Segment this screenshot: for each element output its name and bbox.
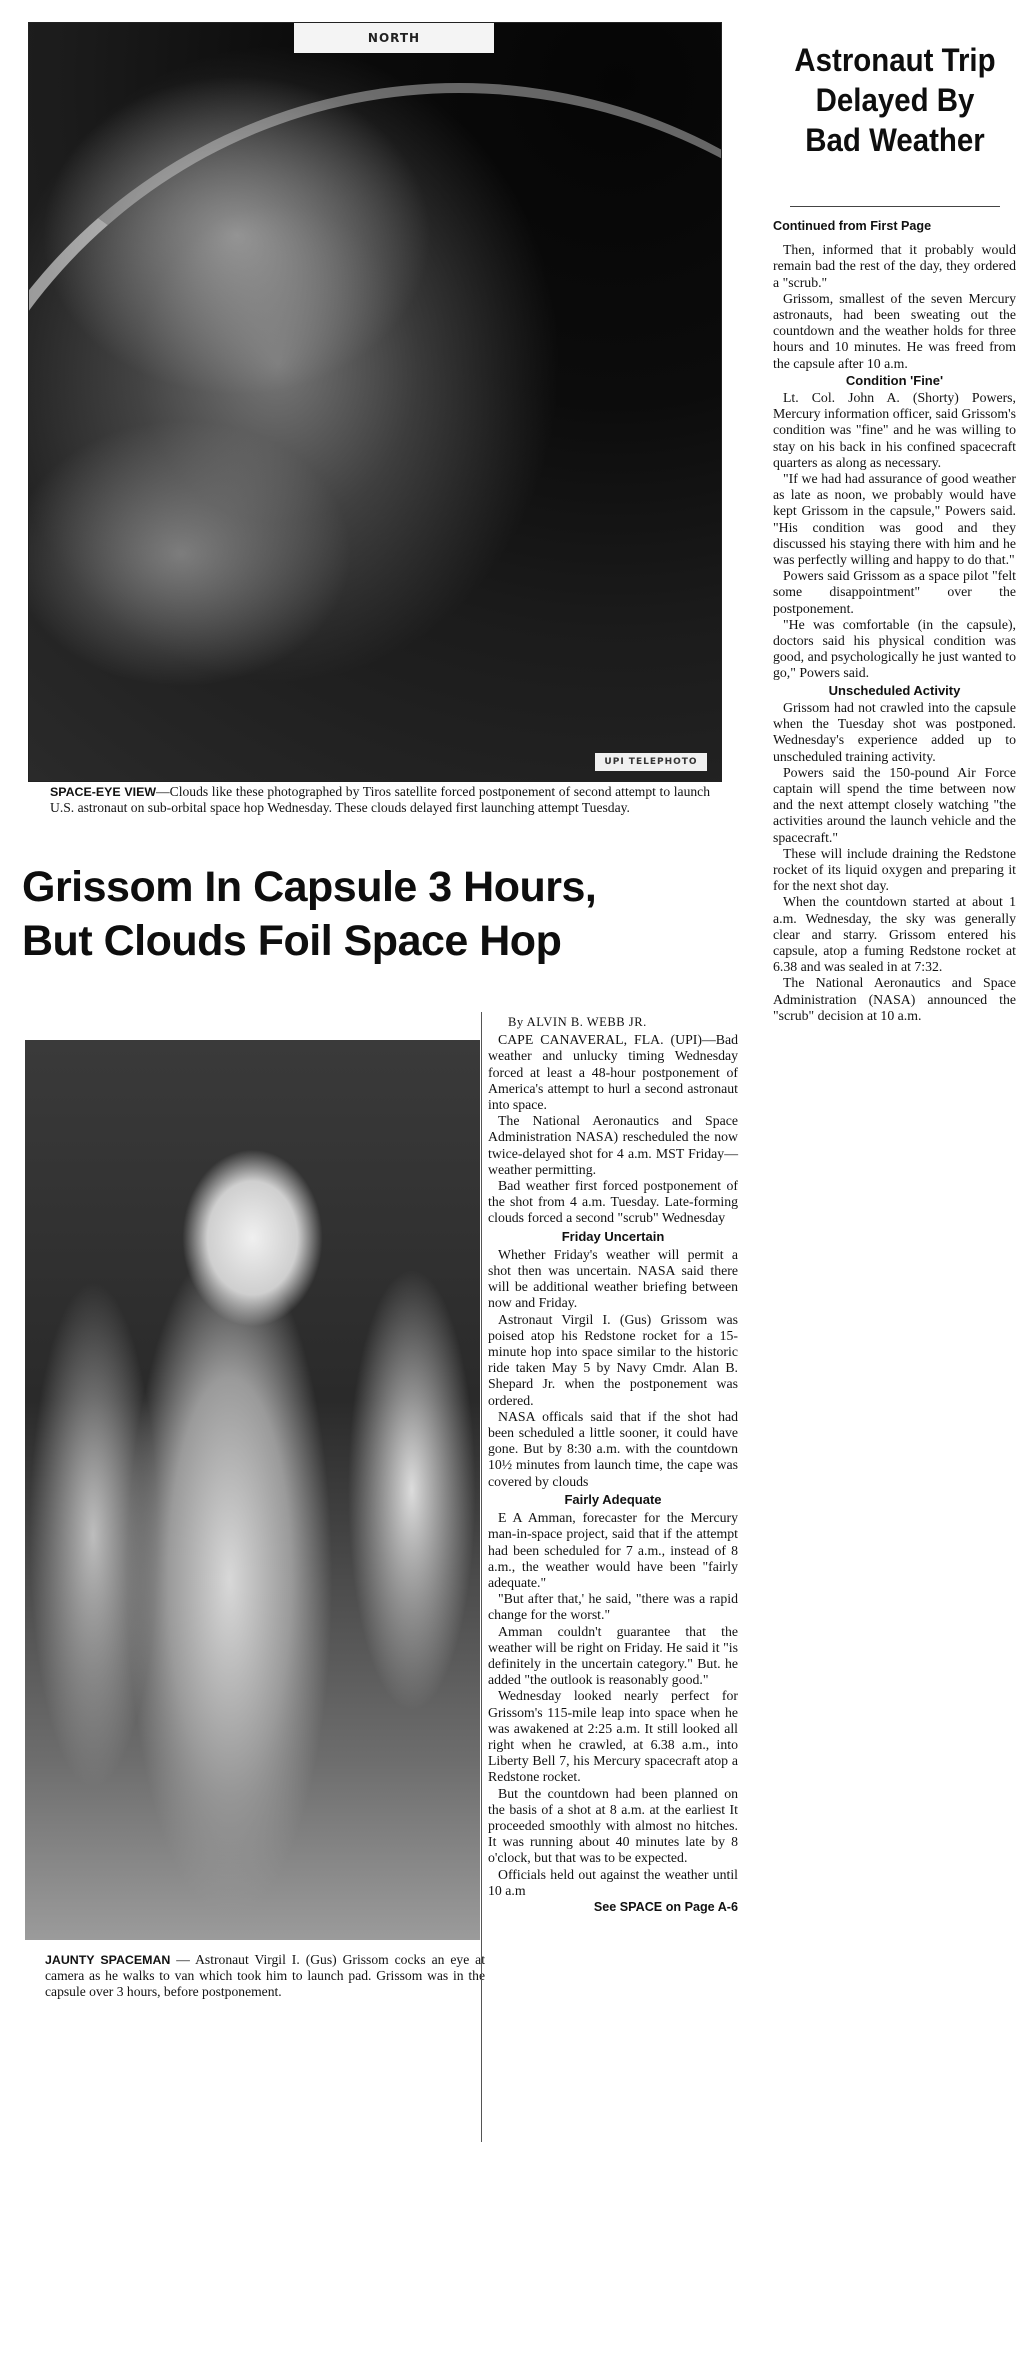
- article-paragraph: "But after that,' he said, "there was a rapid change for the worst.": [488, 1591, 738, 1623]
- subhead-fairly-adequate: Fairly Adequate: [564, 1491, 662, 1507]
- article-paragraph: CAPE CANAVERAL, FLA. (UPI)—Bad weather and unlucky timing Wednesday forced at least a 48-hour postponement of America's attempt to hurl a second astronaut into space.: [488, 1032, 738, 1113]
- article-paragraph: NASA officals said that if the shot had been scheduled a little sooner, it could have gone. But by 8:30 a.m. with the countdown 10½ minutes from launch time, the cape was covered by clouds: [488, 1408, 738, 1489]
- subhead-unscheduled-activity: Unscheduled Activity: [828, 682, 961, 698]
- sidebar-headline-line-2: Delayed By: [815, 82, 975, 118]
- sidebar-headline: [780, 40, 1010, 160]
- sidebar-paragraph: The National Aeronautics and Space Administration (NASA) announced the "scrub" decision at 10 a.m.: [773, 975, 1016, 1023]
- sidebar-rule: [790, 206, 1000, 207]
- earth-horizon-arc: [28, 83, 722, 782]
- main-article-body: [488, 1014, 738, 1915]
- astronaut-photo-caption: [45, 1952, 485, 2000]
- article-paragraph: Amman couldn't guarantee that the weather will be right on Friday. He said it "is definitely in the uncertain category." But. he added "the outlook is reasonably good.": [488, 1623, 738, 1688]
- sidebar-article-body: [773, 218, 1016, 1024]
- article-paragraph: Officials held out against the weather until 10 a.m: [488, 1866, 738, 1898]
- subhead-condition-fine: Condition 'Fine': [845, 372, 944, 388]
- sidebar-headline-line-3: Bad Weather: [805, 122, 985, 158]
- column-rule: [481, 1012, 482, 2142]
- article-paragraph: Bad weather first forced postponement of the shot from 4 a.m. Tuesday. Late-forming clouds forced a second "scrub" Wednesday: [488, 1178, 738, 1226]
- article-paragraph: The National Aeronautics and Space Administration NASA) rescheduled the now twice-delayed shot for 4 a.m. MST Friday—weather permitting.: [488, 1113, 738, 1177]
- sidebar-headline-line-1: Astronaut Trip: [794, 42, 996, 78]
- article-paragraph: But the countdown had been planned on the basis of a shot at 8 a.m. at the earliest It proceeded smoothly with almost no hitches. It was running about 40 minutes late by 8 o'clock, but that was to be expected.: [488, 1785, 738, 1866]
- jump-line: See SPACE on Page A-6: [593, 1899, 738, 1914]
- subhead-friday-uncertain: Friday Uncertain: [561, 1228, 665, 1244]
- tiros-satellite-photo: [28, 22, 722, 782]
- north-label: NORTH: [294, 23, 494, 53]
- sidebar-paragraph: Grissom had not crawled into the capsule when the Tuesday shot was postponed. Wednesday's experience added up to unscheduled training activity.: [773, 699, 1016, 764]
- article-paragraph: E A Amman, forecaster for the Mercury man-in-space project, said that if the attempt had been scheduled for 7 a.m., instead of 8 a.m., the weather would have been "fairly adequate.": [488, 1510, 738, 1590]
- sidebar-paragraph: Then, informed that it probably would remain bad the rest of the day, they ordered a "scrub.": [773, 242, 1016, 290]
- main-headline: [22, 860, 734, 968]
- sidebar-paragraph: Powers said Grissom as a space pilot "felt some disappointment" over the postponement.: [773, 568, 1016, 616]
- earth-photo-caption: [50, 784, 710, 816]
- sidebar-paragraph: When the countdown started at about 1 a.m. Wednesday, the sky was generally clear and starry. Grissom entered his capsule, atop a fuming Redstone rocket at 6.38 and was sealed in at 7:32.: [773, 894, 1016, 975]
- article-paragraph: Astronaut Virgil I. (Gus) Grissom was poised atop his Redstone rocket for a 15-minute hop into space similar to the historic ride taken May 5 by Navy Cmdr. Alan B. Shepard Jr. when the postponement was ordered.: [488, 1311, 738, 1408]
- sidebar-paragraph: "He was comfortable (in the capsule), doctors said his physical condition was good, and psychologically he just wanted to go," Powers said.: [773, 616, 1016, 681]
- photo-credit: UPI TELEPHOTO: [595, 753, 707, 771]
- article-paragraph: Wednesday looked nearly perfect for Grissom's 115-mile leap into space when he was awakened at 2:25 a.m. It still looked all right when he crawled, at 6.38 a.m., into Liberty Bell 7, his Mercury spacecraft atop a Redstone rocket.: [488, 1688, 738, 1785]
- continued-line: Continued from First Page: [773, 219, 932, 233]
- caption-text: —Clouds like these photographed by Tiros satellite forced postponement of second attempt to launch U.S. astronaut on sub-orbital space hop Wednesday. These clouds delayed first launching attempt Tuesday.: [50, 784, 710, 815]
- astronaut-photo: [25, 1040, 480, 1940]
- headline-line-2: But Clouds Foil Space Hop: [22, 917, 562, 965]
- headline-line-1: Grissom In Capsule 3 Hours,: [22, 863, 597, 911]
- caption-lead: JAUNTY SPACEMAN: [45, 1953, 171, 1967]
- caption-text: — Astronaut Virgil I. (Gus) Grissom cocks an eye at camera as he walks to van which took him to launch pad. Grissom was in the capsule over 3 hours, before postponement.: [45, 1952, 485, 1999]
- sidebar-paragraph: Powers said the 150-pound Air Force captain will spend the time between now and the next attempt closely watching "the activities around the launch vehicle and the spacecraft.": [773, 764, 1016, 845]
- sidebar-paragraph: "If we had had assurance of good weather as late as noon, we probably would have kept Grissom in the capsule," Powers said. "His condition was good and they discussed his staying there with him and he was perfectly willing and happy to do that.": [773, 471, 1016, 568]
- byline: By ALVIN B. WEBB JR.: [508, 1015, 647, 1029]
- sidebar-paragraph: These will include draining the Redstone rocket of its liquid oxygen and preparing it for the next shot day.: [773, 845, 1016, 894]
- sidebar-paragraph: Lt. Col. John A. (Shorty) Powers, Mercury information officer, said Grissom's condition was "fine" and he was willing to stay on his back in his confined spacecraft quarters as along as necessary.: [773, 390, 1016, 470]
- sidebar-paragraph: Grissom, smallest of the seven Mercury astronauts, had been sweating out the countdown and the weather holds for three hours and 10 minutes. He was freed from the capsule after 10 a.m.: [773, 290, 1016, 371]
- article-paragraph: Whether Friday's weather will permit a shot then was uncertain. NASA said there will be additional weather briefing between now and Friday.: [488, 1246, 738, 1311]
- caption-lead: SPACE-EYE VIEW: [50, 785, 157, 799]
